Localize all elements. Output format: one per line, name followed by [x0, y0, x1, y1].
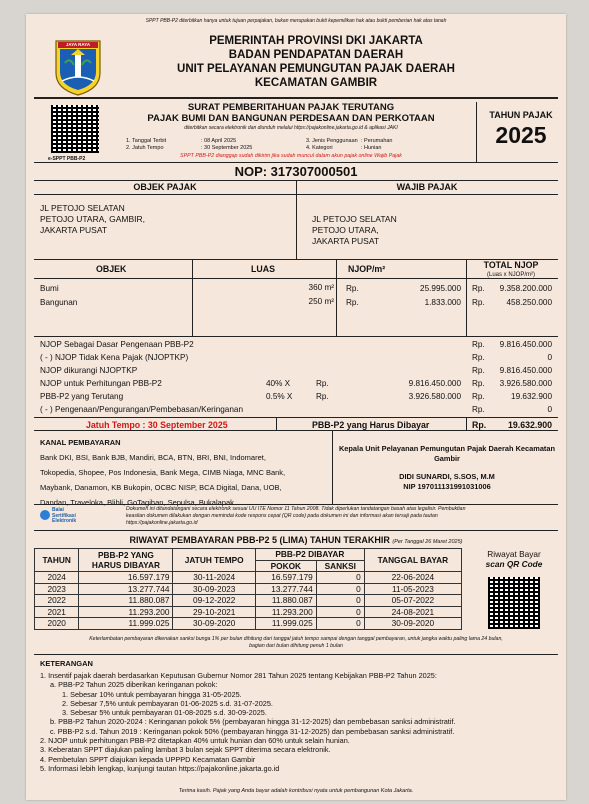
bumi-total: 9.358.200.000: [499, 284, 552, 293]
field-value: : Hunian: [361, 145, 382, 151]
harus-dibayar-label: PBB-P2 yang Harus Dibayar: [312, 420, 430, 430]
summary-label: PBB-P2 yang Terutang: [40, 392, 124, 401]
table-row: [35, 606, 462, 618]
history-cell-jt: 30-09-2023: [173, 583, 256, 595]
history-cell-pokok: 11.999.025: [255, 618, 316, 630]
col-pokok: POKOK: [255, 560, 316, 572]
bumi-njop: 25.995.000: [420, 284, 461, 293]
bsre-logo-icon: [40, 510, 50, 520]
table-row: [35, 595, 462, 607]
late-line: Keterlambatan pembayaran dikenakan sanksi bunga 1% per bulan dihitung dari tanggal jatuh tempo sampai dengan tanggal pembayaran, untuk jangka waktu paling lama 24 bulan,: [89, 636, 503, 642]
keterangan-item: 2. NJOP untuk perhitungan PBB-P2 ditetapkan 40% untuk hunian dan 60% untuk selain hunian.: [40, 736, 350, 746]
keterangan-list: [40, 671, 456, 773]
bsre-logo-line: Elektronik: [52, 518, 77, 524]
history-cell-sanksi: 0: [316, 595, 364, 607]
col-jatuh-tempo: JATUH TEMPO: [173, 549, 256, 572]
header-line-3: UNIT PELAYANAN PEMUNGUTAN PAJAK DAERAH: [177, 63, 455, 75]
sppt-issued-note: diterbitkan secara elektronik dan diunduh melalui https://pajakonline.jakarta.go.id & aplikasi JAKI: [184, 125, 398, 131]
history-cell-tahun: 2020: [35, 618, 79, 630]
bangunan-label: Bangunan: [40, 298, 78, 307]
divider: [34, 504, 558, 505]
table-row: [35, 572, 462, 584]
bangunan-luas: 250 m²: [308, 297, 334, 306]
bsre-logo-line: Balai: [52, 507, 64, 513]
keterangan-item: a. PBB-P2 Tahun 2025 diberikan keringanan pokok:: [50, 680, 218, 690]
wajib-address: [312, 214, 397, 247]
col-sanksi: SANKSI: [316, 560, 364, 572]
summary-mid: 9.816.450.000: [408, 379, 461, 388]
kepala-title: Kepala Unit Pelayanan Pemungutan Pajak Daerah Kecamatan: [338, 444, 556, 453]
col-total-njop: TOTAL NJOP: [483, 260, 539, 270]
divider: [192, 259, 193, 337]
tahun-pajak-label: TAHUN PAJAK: [489, 110, 553, 120]
col-njop: NJOP/m²: [348, 264, 386, 274]
bsre-line: keaslian dokumen dilakukan dengan memindai kode respons cepat (QR code) pada dokumen ini dan informasi akan tersaji pada tautan: [126, 513, 438, 519]
summary-label: NJOP Sebagai Dasar Pengenaan PBB-P2: [40, 340, 194, 349]
sppt-title-block: [116, 102, 466, 132]
rp-label: Rp.: [472, 392, 485, 401]
history-cell-tahun: 2021: [35, 606, 79, 618]
wajib-pajak-header: WAJIB PAJAK: [396, 182, 458, 192]
scan-label: [466, 549, 562, 569]
header-line-4: KECAMATAN GAMBIR: [254, 77, 378, 89]
footer-note: Terima kasih. Pajak yang Anda bayar adalah kontribusi nyata untuk pembangunan Kota Jakarta.: [178, 788, 414, 794]
kanal-line: Bank DKI, BSI, Bank BJB, Mandiri, BCA, BTN, BRI, BNI, Indomaret,: [40, 453, 266, 462]
summary-label: NJOP untuk Perhitungan PBB-P2: [40, 379, 162, 388]
qr-label: e-SPPT PBB-P2: [48, 156, 86, 162]
history-cell-jt: 30-11-2024: [173, 572, 256, 584]
sppt-document: [26, 14, 566, 800]
scan-line-1: Riwayat Bayar: [487, 549, 541, 559]
bsre-logo-line: Sertifikasi: [52, 512, 76, 519]
history-cell-tahun: 2023: [35, 583, 79, 595]
sppt-title-2: PAJAK BUMI DAN BANGUNAN PERDESAAN DAN PERKOTAAN: [147, 113, 435, 124]
bsre-line: Dokumen ini ditandatangani secara elektronik sesuai UU ITE Nomor 11 Tahun 2008. Tidak diperlukan tandatangan basah atas legalisir. Pembuktian: [126, 506, 466, 512]
bangunan-total: 458.250.000: [506, 298, 552, 307]
tahun-pajak-value: 2025: [495, 122, 547, 148]
summary-value: 19.632.900: [511, 392, 552, 401]
history-cell-jt: 09-12-2022: [173, 595, 256, 607]
keterangan-item: 3. Sebesar 5% untuk pembayaran 01-08-2025 s.d. 30-09-2025.: [62, 708, 267, 718]
history-cell-tahun: 2024: [35, 572, 79, 584]
summary-mid: 3.926.580.000: [408, 392, 461, 401]
kepala-name: DIDI SUNARDI, S.SOS, M.M: [399, 472, 495, 481]
summary-value: 3.926.580.000: [499, 379, 552, 388]
address-line: PETOJO UTARA, GAMBIR,: [40, 214, 146, 224]
divider: [34, 336, 558, 337]
col-total-sub: (Luas x NJOP/m²): [486, 272, 535, 278]
history-cell-tgl: 24-08-2021: [364, 606, 461, 618]
address-line: JAKARTA PUSAT: [312, 236, 380, 246]
field-label: 3. Jenis Penggunaan: [306, 138, 358, 144]
divider: [34, 417, 558, 418]
history-title-block: [26, 535, 566, 545]
field-label: 2. Jatuh Tempo: [126, 145, 164, 151]
address-line: PETOJO UTARA,: [312, 225, 379, 235]
col-pbb-dibayar: PBB-P2 DIBAYAR: [255, 549, 364, 561]
history-cell-harus: 13.277.744: [79, 583, 173, 595]
bsre-note: [126, 506, 556, 527]
address-line: JL PETOJO SELATAN: [40, 203, 125, 213]
summary-pct: 0.5% X: [266, 392, 293, 401]
history-cell-pokok: 16.597.179: [255, 572, 316, 584]
jatuh-tempo: Jatuh Tempo : 30 September 2025: [86, 420, 228, 430]
address-line: JL PETOJO SELATAN: [312, 214, 397, 224]
history-cell-tgl: 05-07-2022: [364, 595, 461, 607]
history-qr-code-icon[interactable]: [488, 577, 540, 629]
rp-label: Rp.: [346, 284, 359, 293]
kanal-line: Tokopedia, Shopee, Pos Indonesia, Bank Mega, CIMB Niaga, MNC Bank,: [40, 468, 286, 477]
logo-text: JAYA RAYA: [65, 42, 91, 47]
divider: [296, 180, 297, 260]
objek-pajak-header: OBJEK PAJAK: [133, 182, 197, 192]
kanal-pembayaran: [40, 435, 285, 510]
sppt-title-1: SURAT PEMBERITAHUAN PAJAK TERUTANG: [187, 102, 395, 113]
history-cell-pokok: 11.293.200: [255, 606, 316, 618]
objek-address: [40, 203, 145, 236]
late-note: [34, 636, 558, 650]
keterangan-item: c. PBB-P2 s.d. Tahun 2019 : Keringanan pokok 50% (pembayaran hingga 31-12-2025) dan pembebasan sanksi administratif.: [50, 726, 455, 736]
harus-dibayar-value: 19.632.900: [507, 420, 552, 430]
history-cell-jt: 30-09-2020: [173, 618, 256, 630]
bumi-label: Bumi: [40, 284, 59, 293]
col-tahun: TAHUN: [35, 549, 79, 572]
divider: [476, 102, 477, 162]
history-cell-harus: 16.597.179: [79, 572, 173, 584]
kanal-header: KANAL PEMBAYARAN: [40, 438, 121, 447]
history-cell-sanksi: 0: [316, 583, 364, 595]
history-cell-pokok: 13.277.744: [255, 583, 316, 595]
bumi-luas: 360 m²: [308, 283, 334, 292]
rp-label: Rp.: [472, 420, 487, 430]
table-row: [35, 618, 462, 630]
rp-label: Rp.: [316, 392, 329, 401]
rp-label: Rp.: [472, 353, 485, 362]
summary-value: 0: [547, 353, 552, 362]
history-cell-tahun: 2022: [35, 595, 79, 607]
divider: [34, 97, 558, 99]
keterangan-header: KETERANGAN: [40, 659, 93, 668]
summary-label: NJOP dikurangi NJOPTKP: [40, 366, 138, 375]
history-cell-tgl: 11-05-2023: [364, 583, 461, 595]
history-cell-jt: 29-10-2021: [173, 606, 256, 618]
divider: [466, 417, 467, 430]
field-label: 4. Kategori: [306, 145, 333, 151]
rp-label: Rp.: [472, 298, 485, 307]
bsre-logo-text: [52, 508, 76, 525]
col-harus-line: HARUS DIBAYAR: [91, 560, 160, 570]
field-value: : Perumahan: [361, 138, 393, 144]
header-block: [116, 34, 516, 90]
summary-value: 0: [547, 405, 552, 414]
rp-label: Rp.: [472, 405, 485, 414]
field-value: : 08 April 2025: [201, 138, 237, 144]
history-cell-sanksi: 0: [316, 606, 364, 618]
divider: [34, 530, 558, 531]
summary-pct: 40% X: [266, 379, 291, 388]
sppt-fields: [126, 138, 393, 152]
divider: [276, 417, 277, 430]
late-line: bagian dari bulan dihitung penuh 1 bulan: [249, 643, 343, 649]
rp-label: Rp.: [316, 379, 329, 388]
keterangan-item: 4. Pembetulan SPPT diajukan kepada UPPPD Kecamatan Gambir: [40, 754, 256, 764]
summary-label: ( - ) Pengenaan/Pengurangan/Pembebasan/Keringanan: [40, 405, 244, 414]
e-sppt-qr-code-icon: [51, 105, 99, 153]
field-label: 1. Tanggal Terbit: [126, 138, 167, 144]
address-line: JAKARTA PUSAT: [40, 225, 108, 235]
rp-label: Rp.: [472, 379, 485, 388]
history-table: [34, 548, 462, 630]
divider: [34, 162, 558, 163]
kepala-nip: NIP 197011131991031006: [403, 481, 491, 491]
summary-value: 9.816.450.000: [499, 366, 552, 375]
history-cell-tgl: 22-06-2024: [364, 572, 461, 584]
dki-jakarta-logo-icon: [53, 37, 103, 97]
kanal-line: Dandan, Traveloka, Blibli, GoTagihan, Sepulsa, Bukalapak.: [40, 498, 236, 507]
keterangan-item: 3. Keberatan SPPT diajukan paling lambat 3 bulan sejak SPPT diterima secara elektronik.: [40, 745, 331, 755]
divider: [34, 278, 558, 279]
rp-label: Rp.: [472, 284, 485, 293]
rp-label: Rp.: [472, 366, 485, 375]
top-notice: SPPT PBB-P2 diterbitkan hanya untuk tujuan perpajakan, bukan merupakan bukti kepemilikan hak atau bukti pemberian hak atas tanah: [145, 18, 447, 24]
history-cell-sanksi: 0: [316, 572, 364, 584]
col-tanggal-bayar: TANGGAL BAYAR: [364, 549, 461, 572]
rp-label: Rp.: [472, 340, 485, 349]
divider: [34, 654, 558, 655]
col-harus-line: PBB-P2 YANG: [98, 550, 154, 560]
history-cell-tgl: 30-09-2020: [364, 618, 461, 630]
history-cell-pokok: 11.880.087: [255, 595, 316, 607]
field-value: : 30 September 2025: [201, 145, 253, 151]
keterangan-item: 1. Sebesar 10% untuk pembayaran hingga 31-05-2025.: [62, 689, 242, 699]
header-line-2: BADAN PENDAPATAN DAERAH: [228, 49, 404, 61]
summary-label: ( - ) NJOP Tidak Kena Pajak (NJOPTKP): [40, 353, 189, 362]
divider: [336, 259, 337, 337]
rp-label: Rp.: [346, 298, 359, 307]
table-row: [35, 583, 462, 595]
history-title: RIWAYAT PEMBAYARAN PBB-P2 5 (LIMA) TAHUN TERAKHIR: [129, 535, 390, 545]
history-title-note: (Per Tanggal 26 Maret 2025): [392, 539, 463, 545]
keterangan-item: b. PBB-P2 Tahun 2020-2024 : Keringanan pokok 5% (pembayaran hingga 31-12-2025) dan pembebasan sanksi administratif.: [50, 717, 456, 727]
kanal-line: Maybank, Danamon, KB Bukopin, OCBC NISP, BCA Digital, Dana, UOB,: [40, 483, 282, 492]
col-luas: LUAS: [251, 264, 275, 274]
keterangan-item: 1. Insentif pajak daerah berdasarkan Keputusan Gubernur Nomor 281 Tahun 2025 tentang Kebijakan PBB-P2 Tahun 2025:: [40, 671, 437, 680]
divider: [466, 259, 467, 337]
kepala-block: [336, 444, 558, 491]
history-cell-harus: 11.999.025: [79, 618, 173, 630]
bangunan-njop: 1.833.000: [424, 298, 461, 307]
kepala-title-2: Gambir: [434, 453, 460, 463]
divider: [34, 430, 558, 431]
bsre-line: https://pajakonline.jakarta.go.id: [126, 520, 198, 526]
keterangan-item: 2. Sebesar 7,5% untuk pembayaran 01-06-2025 s.d. 31-07-2025.: [62, 698, 273, 708]
history-cell-harus: 11.293.200: [79, 606, 173, 618]
header-line-1: PEMERINTAH PROVINSI DKI JAKARTA: [209, 35, 423, 47]
keterangan-item: 5. Informasi lebih lengkap, kunjungi tautan https://pajakonline.jakarta.go.id: [40, 763, 280, 773]
history-cell-harus: 11.880.087: [79, 595, 173, 607]
sppt-red-note: SPPT PBB-P2 dianggap sudah dikirim jika sudah muncul dalam akun pajak online Wajib Pajak: [180, 153, 402, 159]
tahun-pajak-box: [478, 110, 564, 150]
summary-value: 9.816.450.000: [499, 340, 552, 349]
divider: [332, 430, 333, 504]
history-cell-sanksi: 0: [316, 618, 364, 630]
scan-line-2: scan QR Code: [485, 559, 543, 569]
col-harus-dibayar: [79, 549, 173, 572]
col-objek: OBJEK: [96, 264, 127, 274]
nop-number: NOP: 317307000501: [234, 164, 358, 179]
